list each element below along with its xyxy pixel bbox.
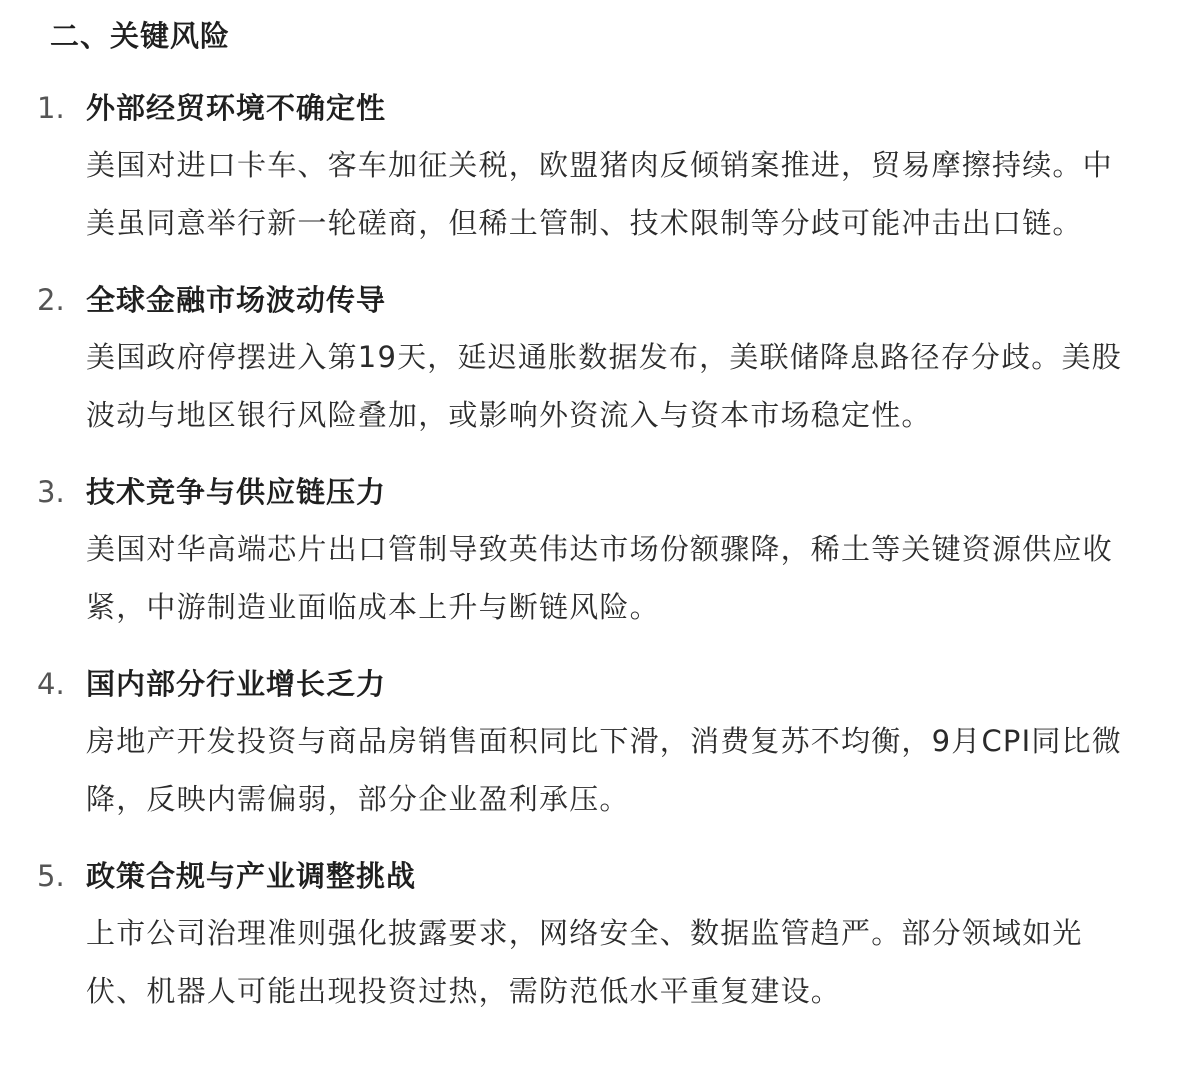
risk-description: 美国对进口卡车、客车加征关税，欧盟猪肉反倾销案推进，贸易摩擦持续。中美虽同意举行新一轮磋商，但稀土管制、技术限制等分歧可能冲击出口链。: [86, 148, 1113, 240]
risk-item-4: [0, 662, 1186, 828]
risk-description: 房地产开发投资与商品房销售面积同比下滑，消费复苏不均衡，9月CPI同比微降，反映内需偏弱，部分企业盈利承压。: [86, 724, 1122, 816]
list-number: 2.: [37, 283, 65, 317]
risk-title: 政策合规与产业调整挑战: [86, 859, 417, 893]
list-number: 5.: [37, 859, 65, 893]
risk-item-2: [0, 278, 1186, 444]
risk-item-3: [0, 470, 1186, 636]
risk-title: 国内部分行业增长乏力: [86, 667, 387, 701]
risk-description: 上市公司治理准则强化披露要求，网络安全、数据监管趋严。部分领域如光伏、机器人可能出现投资过热，需防范低水平重复建设。: [86, 916, 1083, 1008]
list-number: 3.: [37, 475, 65, 509]
list-number: 4.: [37, 667, 65, 701]
risk-list: [0, 86, 1186, 1020]
risk-item-1: [0, 86, 1186, 252]
risk-title: 全球金融市场波动传导: [86, 283, 387, 317]
list-number: 1.: [37, 91, 65, 125]
risk-title: 外部经贸环境不确定性: [86, 91, 387, 125]
risk-description: 美国对华高端芯片出口管制导致英伟达市场份额骤降，稀土等关键资源供应收紧，中游制造业面临成本上升与断链风险。: [86, 532, 1113, 624]
risk-item-5: [0, 854, 1186, 1020]
risk-description: 美国政府停摆进入第19天，延迟通胀数据发布，美联储降息路径存分歧。美股波动与地区银行风险叠加，或影响外资流入与资本市场稳定性。: [86, 340, 1122, 432]
section-title: 二、关键风险: [50, 19, 231, 53]
risk-title: 技术竞争与供应链压力: [86, 475, 387, 509]
